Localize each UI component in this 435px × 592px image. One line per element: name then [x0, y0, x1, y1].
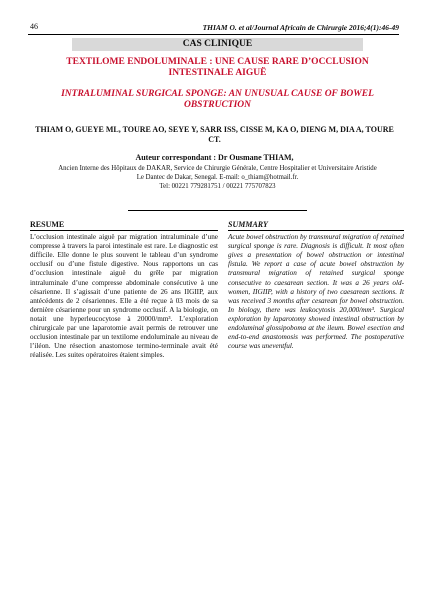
header-rule: [28, 34, 399, 35]
summary-heading-rule: [228, 230, 404, 231]
correspondence-affiliation: [40, 164, 395, 191]
resume-heading: RESUME: [30, 220, 65, 229]
affiliation-line-3: Tel: 00221 779281751 / 00221 775707823: [159, 183, 276, 190]
title-english: INTRALUMINAL SURGICAL SPONGE: AN UNUSUAL CAUSE OF BOWEL OBSTRUCTION: [61, 89, 374, 110]
affiliation-line-1: Ancien Interne des Hôpitaux de DAKAR, Service de Chirurgie Générale, Centre Hospitalier et Universitaire Aristide: [58, 165, 377, 172]
section-band: CAS CLINIQUE: [72, 38, 363, 51]
resume-column: [30, 220, 218, 360]
summary-text: Acute bowel obstruction by transmural migration of retained surgical sponge is rare. Diagnosis is difficult. It most often gives a presentation of bowel obstruction or intestinal fistula. We report a case of acute bowel obstruction by transmural migration of retained surgical sponge consecutive to caesarean section. It was a 26 years old-women, IIGIIP, with a history of two caesarean sections. It was received 3 months after cesarean for bowel obstruction. In biology, there was leukocytosis 20,000/mm³. Surgical exploration by laparotomy showed intestinal obstruction by endoluminal glossipoboma at the ileum. Bowel esection and end-to-end anastomosis was performed. The postoperative course was uneventful.: [228, 233, 404, 351]
title-french: TEXTILOME ENDOLUMINALE : UNE CAUSE RARE D’OCCLUSION INTESTINALE AIGUË: [66, 57, 369, 78]
journal-citation: THIAM O. et al/Journal Africain de Chirurgie 2016;4(1):46-49: [202, 23, 399, 32]
summary-heading: SUMMARY: [228, 220, 268, 229]
author-list: THIAM O, GUEYE ML, TOURE AO, SEYE Y, SARR ISS, CISSE M, KA O, DIENG M, DIA A, TOURE CT.: [35, 125, 394, 144]
resume-heading-rule: [30, 230, 218, 231]
correspondence-heading: Auteur correspondant : Dr Ousmane THIAM,: [135, 153, 294, 162]
page-number: 46: [30, 22, 38, 31]
divider-rule: [128, 210, 307, 211]
resume-text: L’occlusion intestinale aiguë par migration intraluminale d’une compresse à travers la paroi intestinale est rare. Le diagnostic est difficile. Elle donne le plus souvent le tableau d’un syndrome occlusif ou d’une fistule digestive. Nous rapportons un cas d’occlusion intestinale aiguë du grêle par migration intraluminale d’une compresse abdominale consécutive à une césarienne. Il s’agissait d’une patiente de 26 ans IIGIIP, aux antécédents de 2 césariennes. Elle a été reçue à 03 mois de sa dernière césarienne pour un syndrome occlusif. A la biologie, on notait une hyperleucocytose à 20000/mm³. L’exploration chirurgicale par une laparotomie avait permis de retrouver une occlusion intestinale par un textilome endoluminale au niveau de l’iléon. Une résection anastomose termino-terminale avait été réalisée. Les suites opératoires étaient simples.: [30, 233, 218, 360]
affiliation-line-2: Le Dantec de Dakar, Senegal. E-mail: o_thiam@hotmail.fr.: [136, 174, 299, 181]
summary-column: [228, 220, 404, 351]
